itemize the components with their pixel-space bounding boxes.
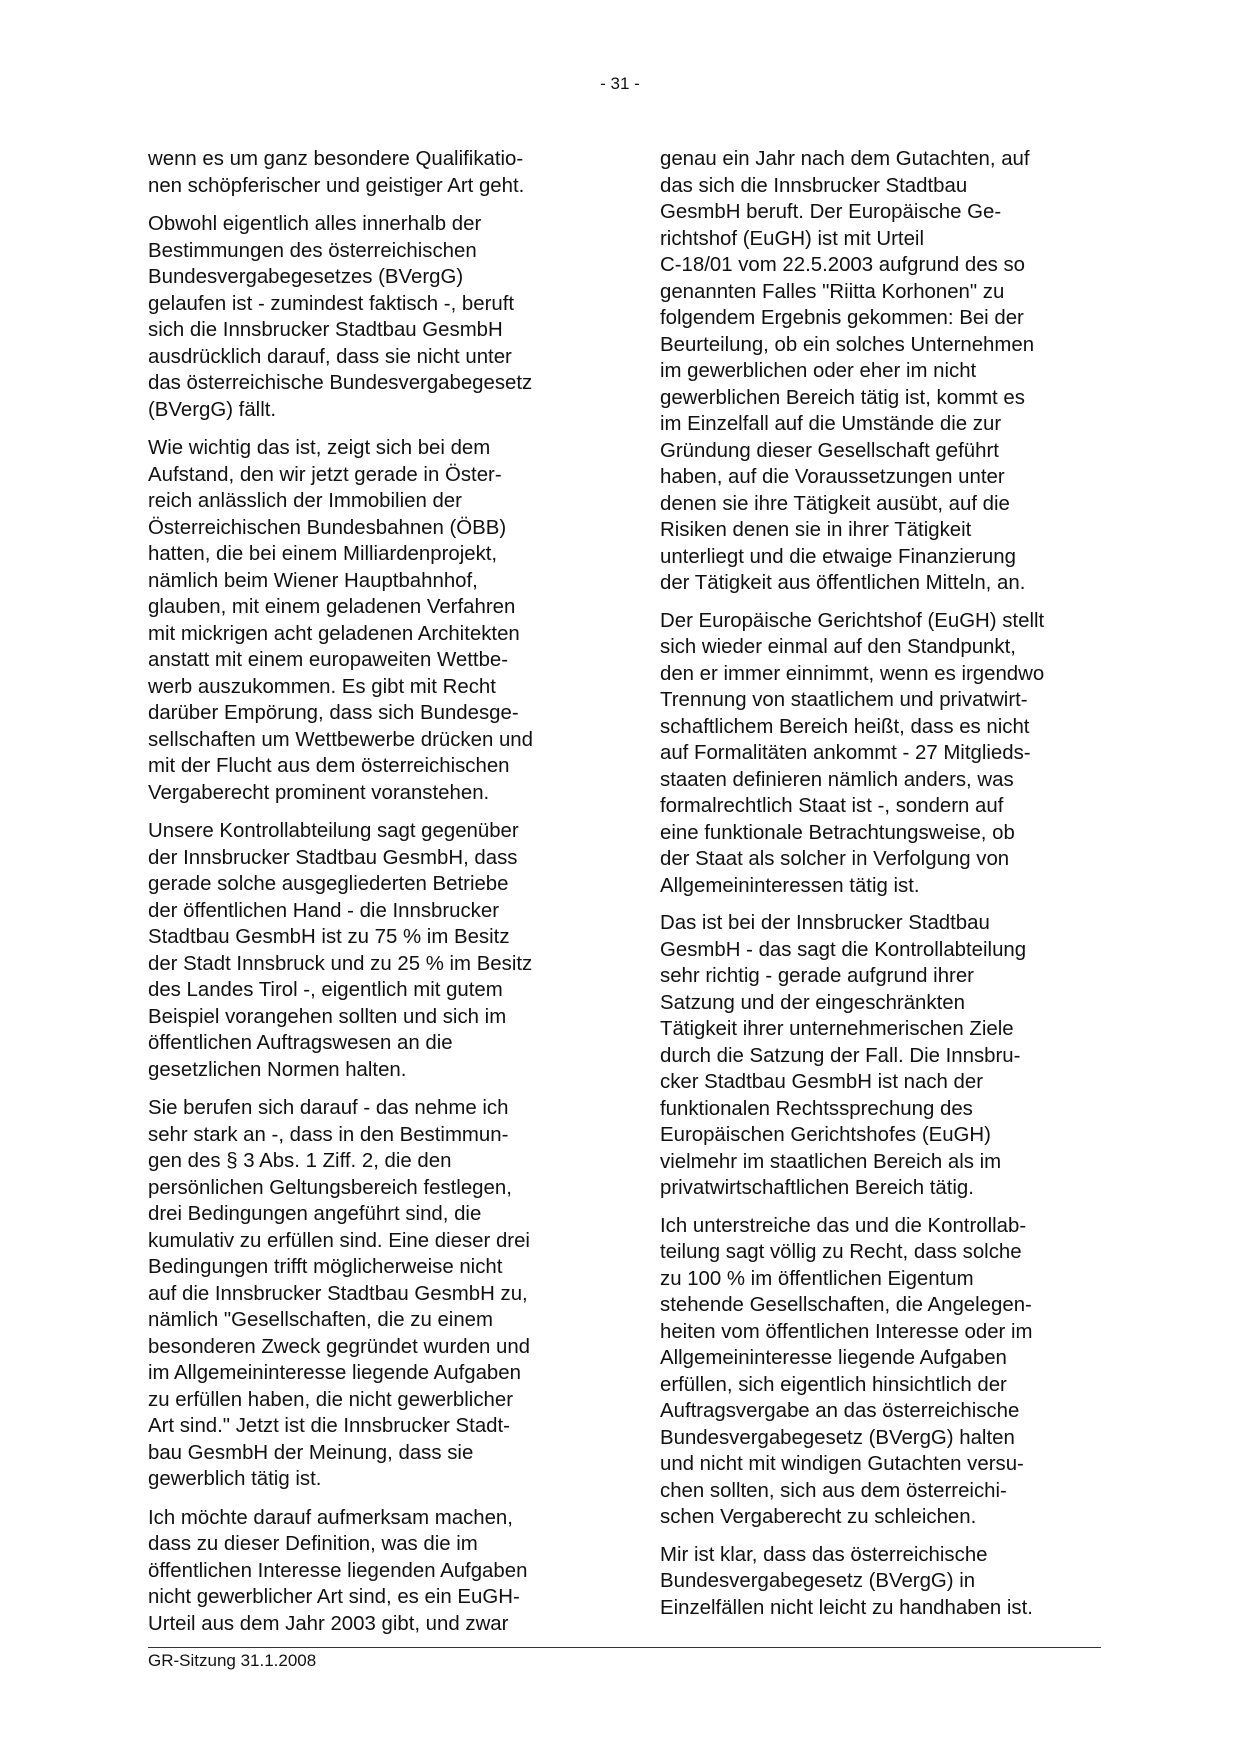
paragraph: Der Europäische Gerichtshof (EuGH) stellt sich wieder einmal auf den Standpunkt, den er immer einnimmt, wenn es irgendwo Trennung von staatlichem und privatwirt- schaftlichem Bereich heißt, dass es nicht auf Formalitäten ankommt - 27 Mitglieds- staaten definieren nämlich anders, was formalrechtlich Staat ist -, sondern auf eine funktionale Betrachtungsweise, ob der Staat als solcher in Verfolgung von Allgemeininteressen tätig ist.: [660, 609, 1045, 897]
paragraph: wenn es um ganz besondere Qualifikatio- nen schöpferischer und geistiger Art geht.: [148, 148, 525, 197]
right-column: [660, 146, 1100, 1632]
paragraph: Sie berufen sich darauf - das nehme ich sehr stark an -, dass in den Bestimmun- gen des § 3 Abs. 1 Ziff. 2, die den persönlichen Geltungsbereich festlegen, drei Bedingungen angeführt sind, die kumulativ zu erfüllen sind. Eine dieser drei Bedingungen trifft möglicherweise nicht auf die Innsbrucker Stadtbau GesmbH zu, nämlich "Gesellschaften, die zu einem besonderen Zweck gegründet wurden und im Allgemeininteresse liegende Aufgaben zu erfüllen haben, die nicht gewerblicher Art sind." Jetzt ist die Innsbrucker Stadt- bau GesmbH der Meinung, dass sie gewerblich tätig ist.: [148, 1097, 531, 1490]
footer-divider: [148, 1647, 1101, 1648]
paragraph: Obwohl eigentlich alles innerhalb der Bestimmungen des österreichischen Bundesvergabegesetzes (BVergG) gelaufen ist - zumindest faktisch -, beruft sich die Innsbrucker Stadtbau GesmbH ausdrücklich darauf, dass sie nicht unter das österreichische Bundesvergabegesetz (BVergG) fällt.: [148, 213, 533, 421]
footer-session-date: GR-Sitzung 31.1.2008: [148, 1651, 317, 1670]
left-column: [148, 146, 588, 1649]
paragraph: genau ein Jahr nach dem Gutachten, auf das sich die Innsbrucker Stadtbau GesmbH beruft. Der Europäische Ge- richtshof (EuGH) ist mit Urteil C-18/01 vom 22.5.2003 aufgrund des so genannten Falles "Riitta Korhonen" zu folgendem Ergebnis gekommen: Bei der Beurteilung, ob ein solches Unternehmen im gewerblichen oder eher im nicht gewerblichen Bereich tätig ist, kommt es im Einzelfall auf die Umstände die zur Gründung dieser Gesellschaft geführt haben, auf die Voraussetzungen unter denen sie ihre Tätigkeit ausübt, auf die Risiken denen sie in ihrer Tätigkeit unterliegt und die etwaige Finanzierung der Tätigkeit aus öffentlichen Mitteln, an.: [660, 148, 1035, 594]
paragraph: Das ist bei der Innsbrucker Stadtbau GesmbH - das sagt die Kontrollabteilung sehr richtig - gerade aufgrund ihrer Satzung und der eingeschränkten Tätigkeit ihrer unternehmerischen Ziele durch die Satzung der Fall. Die Innsbru- cker Stadtbau GesmbH ist nach der funktionalen Rechtssprechung des Europäischen Gerichtshofes (EuGH) vielmehr im staatlichen Bereich als im privatwirtschaftlichen Bereich tätig.: [660, 912, 1027, 1199]
paragraph: Mir ist klar, dass das österreichische Bundesvergabegesetz (BVergG) in Einzelfällen nicht leicht zu handhaben ist.: [660, 1543, 1033, 1619]
paragraph: Ich unterstreiche das und die Kontrollab- teilung sagt völlig zu Recht, dass solche zu 100 % im öffentlichen Eigentum stehende Gesellschaften, die Angelegen- heiten vom öffentlichen Interesse oder im Allgemeininteresse liegende Aufgaben erfüllen, sich eigentlich hinsichtlich der Auftragsvergabe an das österreichische Bundesvergabegesetz (BVergG) halten und nicht mit windigen Gutachten versu- chen sollten, sich aus dem österreichi- schen Vergaberecht zu schleichen.: [660, 1214, 1033, 1528]
paragraph: Ich möchte darauf aufmerksam machen, dass zu dieser Definition, was die im öffentlichen Interesse liegenden Aufgaben nicht gewerblicher Art sind, es ein EuGH- Urteil aus dem Jahr 2003 gibt, und zwar: [148, 1506, 528, 1635]
page-number: - 31 -: [600, 74, 640, 93]
paragraph: Wie wichtig das ist, zeigt sich bei dem Aufstand, den wir jetzt gerade in Öster- reich anlässlich der Immobilien der Österreichischen Bundesbahnen (ÖBB) hatten, die bei einem Milliardenprojekt, nämlich beim Wiener Hauptbahnhof, glauben, mit einem geladenen Verfahren mit mickrigen acht geladenen Architekten anstatt mit einem europaweiten Wettbe- werb auszukommen. Es gibt mit Recht darüber Empörung, dass sich Bundesge- sellschaften um Wettbewerbe drücken und mit der Flucht aus dem österreichischen Vergaberecht prominent voranstehen.: [148, 437, 533, 804]
paragraph: Unsere Kontrollabteilung sagt gegenüber der Innsbrucker Stadtbau GesmbH, dass gerade solche ausgegliederten Betriebe der öffentlichen Hand - die Innsbrucker Stadtbau GesmbH ist zu 75 % im Besitz der Stadt Innsbruck und zu 25 % im Besitz des Landes Tirol -, eigentlich mit gutem Beispiel vorangehen sollten und sich im öffentlichen Auftragswesen an die gesetzlichen Normen halten.: [148, 820, 533, 1081]
